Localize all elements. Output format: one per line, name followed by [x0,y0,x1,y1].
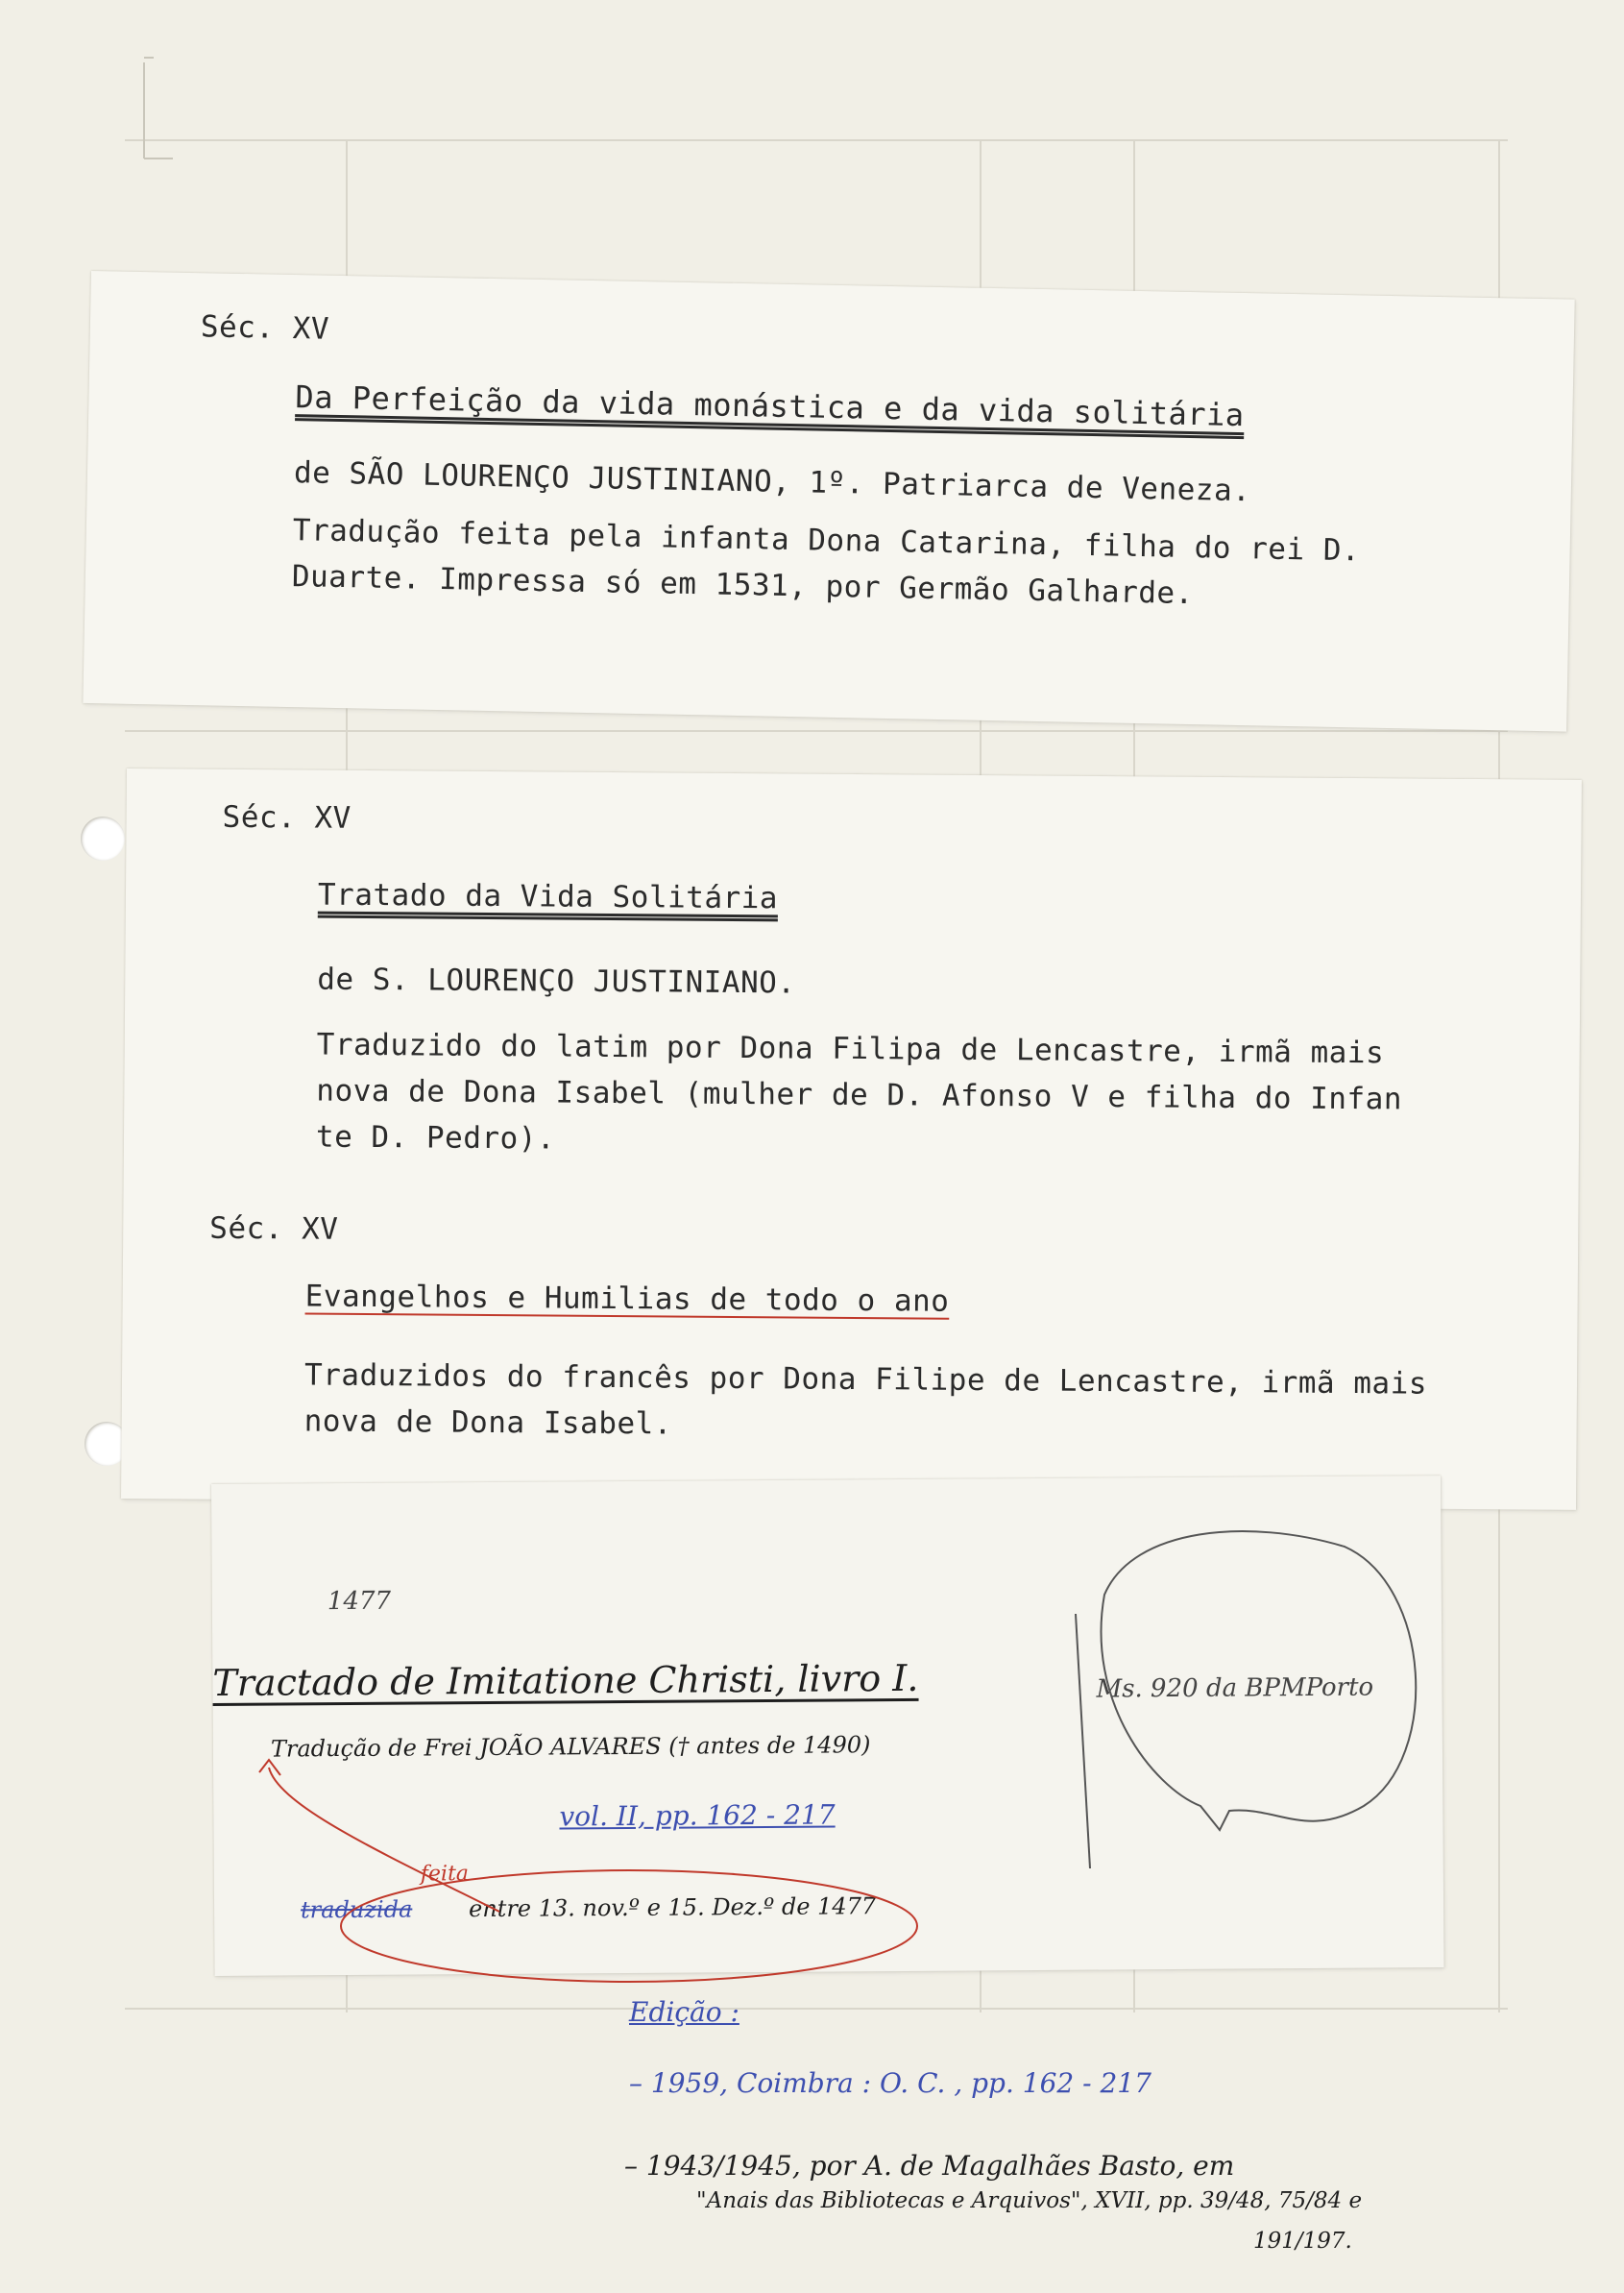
edition-heading: Edição : [629,1996,739,2028]
description-line: Traduzidos do francês por Dona Filipe de Lencastre, irmã mais [303,1357,1428,1402]
description-line: nova de Dona Isabel (mulher de D. Afonso V e filha do Infan [316,1073,1403,1117]
author-line: de SÃO LOURENÇO JUSTINIANO, 1º. Patriarca de Veneza. [293,455,1251,509]
description-line: Tradução feita pela infanta Dona Catarina, filha do rei D. [292,513,1361,569]
pencil-circle [1101,1531,1416,1830]
century-label: Séc. XV [209,1210,339,1247]
description-line: Traduzido do latim por Dona Filipa de Lencastre, irmã mais [316,1027,1385,1071]
translator-line: Tradução de Frei JOÃO ALVARES († antes de 1490) [270,1731,871,1763]
edition-entry-continued: 191/197. [1253,2229,1352,2254]
red-arrow [269,1768,499,1912]
inserted-word: feita [420,1862,470,1887]
century-label: Séc. XV [200,309,330,347]
work-title: Da Perfeição da vida monástica e da vida solitária [295,378,1245,434]
description-line: te D. Pedro). [315,1119,556,1157]
pencil-stroke [1076,1614,1090,1868]
volume-ref: vol. II, pp. 162 - 217 [559,1798,836,1833]
manuscript-note: Ms. 920 da BPMPorto [1096,1672,1374,1704]
description-line: nova de Dona Isabel. [303,1403,673,1442]
edition-entry: – 1959, Coimbra : O. C. , pp. 162 - 217 [629,2067,1151,2099]
red-circle [341,1870,917,1982]
edition-entry: – 1943/1945, por A. de Magalhães Basto, em [624,2150,1235,2182]
card-title: Tractado de Imitatione Christi, livro I. [212,1656,919,1704]
author-line: de S. LOURENÇO JUSTINIANO. [317,962,796,1001]
work-title: Evangelhos e Humilias de todo o ano [304,1279,950,1319]
pencil-bracket [144,58,173,159]
work-title: Tratado da Vida Solitária [317,877,779,916]
struck-word: traduzida [300,1895,413,1924]
card-year: 1477 [327,1586,392,1617]
translation-date-note: entre 13. nov.º e 15. Dez.º de 1477 [468,1892,877,1923]
description-line: Duarte. Impressa só em 1531, por Germão Galharde. [291,559,1195,612]
century-label: Séc. XV [222,799,351,836]
edition-entry-continued: "Anais das Bibliotecas e Arquivos", XVII, pp. 39/48, 75/84 e [696,2188,1363,2213]
